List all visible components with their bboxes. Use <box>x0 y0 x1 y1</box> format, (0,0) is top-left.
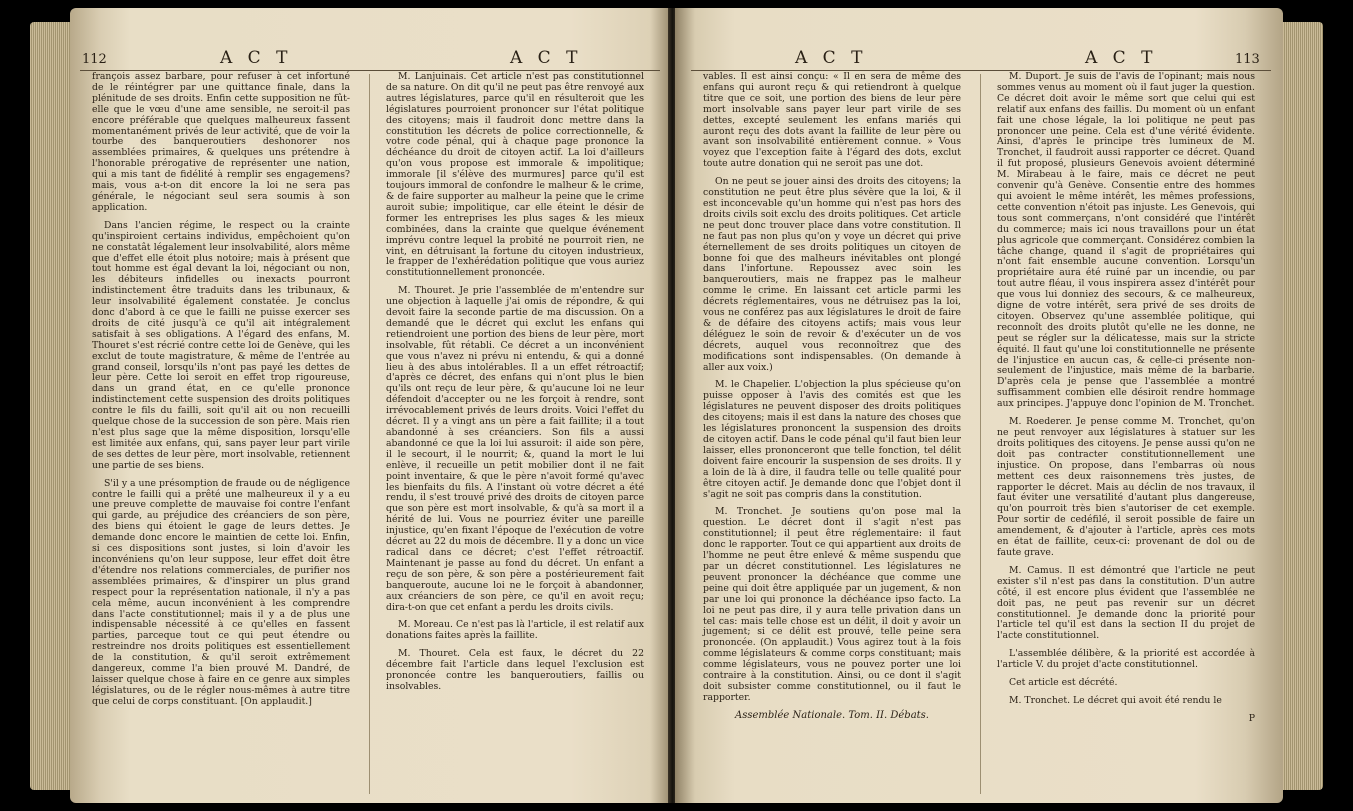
paragraph: Cet article est décrété. <box>1009 677 1118 689</box>
left-page <box>70 8 670 803</box>
text-column-2 <box>997 72 1255 725</box>
right-page-edges <box>1277 22 1323 790</box>
running-head: A C T <box>1085 48 1158 68</box>
paragraph: On ne peut se jouer ainsi des droits des citoyens; la constitution ne peut être plus sévère que la loi, & il est inconcevable qu'un homme qui n'est pas hors des droits civils soit exclu des droits politiques. Cet article ne peut donc trouver place dans votre constitution. Il ne faut pas non plus qu'on y voye un décret qui prive éternellement de ses droits politiques un citoyen de bonne foi que des malheurs inévitables ont plongé dans l'infortune. Repoussez avec soin les banqueroutiers, mais ne frappez pas le malheur comme le crime. En laissant cet article parmi les décrets réglementaires, vous ne détruisez pas la loi, vous ne conférez pas aux législatures le droit de faire & de défaire des citoyens actifs; mais vous leur déléguez le soin de revoir & d'exécuter un de vos décrets, auquel vous reconnoîtrez que des modifications sont indispensables. (On demande à aller aux voix.) <box>703 176 961 373</box>
paragraph: S'il y a une présomption de fraude ou de négligence contre le failli qui a prêté une malheureux il y a eu une preuve complette de mauvaise foi contre l'enfant qui garde, au préjudice des créanciers de son père, des biens qui étoient le gage de leurs dettes. Je demande donc encore le maintien de cette loi. Enfin, si ces dispositions sont justes, si loin d'avoir les inconvéniens qu'on leur suppose, leur effet doit être d'étendre nos relations commerciales, de purifier nos assemblées primaires, & d'inspirer un plus grand respect pour la représentation nationale, il n'y a pas cela même, aucun inconvénient à les comprendre dans l'acte constitutionnel; mais il y a de plus une indispensable nécessité à ce qu'elles en fassent parties, parceque tout ce qui peut étendre ou restreindre nos droits politiques est essentiellement de la constitution, & qu'il seroit extrêmement dangereux, comme l'a bien prouvé M. Dandré, de laisser quelque chose à faire en ce genre aux simples législatures, ou de le régler nous-mêmes à autre titre que celui de corps constituant. [On applaudit.] <box>92 477 350 707</box>
running-head: A C T <box>510 48 583 68</box>
paragraph: M. Tronchet. Le décret qui avoit été rendu le <box>1009 694 1222 706</box>
column-rule <box>369 74 370 794</box>
book-spread <box>70 8 1283 803</box>
paragraph: françois assez barbare, pour refuser à cet infortuné de le réintégrer par une quittance finale, dans la plénitude de ses droits. Enfin cette supposition ne fût-elle que le vœu d'une ame sensible, ne seroit-il pas encore préférable que quelques malheureux fassent momentanément privés de leur activité, que de voir la tourbe des banqueroutiers deshonorer nos assemblées primaires, & quelques uns prétendre à l'honorable prérogative de représenter une nation, qui a mis tant de fidélité à remplir ses engagemens? mais, vous a-t-on dit encore la loi ne sera pas générale, le négociant seul sera soumis à son application. <box>92 71 350 213</box>
text-column-1 <box>703 72 961 722</box>
paragraph: M. Moreau. Ce n'est pas là l'article, il est relatif aux donations faites après la faillite. <box>386 619 644 642</box>
paragraph: M. le Chapelier. L'objection la plus spécieuse qu'on puisse opposer à l'avis des comités est que les législatures ne peuvent disposer des droits politiques des citoyens; mais il est dans la nature des choses que les législatures prononcent la suspension des droits de citoyen actif. Dans le code pénal qu'il faut bien leur laisser, elles prononceront que telle fonction, tel délit doivent faire encourir la suspension de ses droits. Il y a loin de là à dire, il faudra telle ou telle qualité pour être citoyen actif. Je demande donc que l'objet dont il s'agit ne soit pas compris dans la constitution. <box>703 379 961 500</box>
running-head: A C T <box>220 48 293 68</box>
paragraph: M. Tronchet. Je soutiens qu'on pose mal la question. Le décret dont il s'agit n'est pas constitutionnel; il peut être réglementaire: il faut donc le rapporter. Tout ce qui appartient aux droits de l'homme ne peut être enlevé & même suspendu que par un décret constitutionnel. Les législatures ne peuvent prononcer la déchéance que comme une peine qui doit être appliquée par un jugement, & non par une loi qui prononce la déchéance ipso facto. La loi ne peut pas dire, il y aura telle privation dans un tel cas: mais telle chose est un délit, il doit y avoir un jugement; si ce délit est prouvé, telle peine sera prononcée. (On applaudit.) Vous agirez tout à la fois comme législateurs & comme corps constituant; mais comme législateurs, vous ne pouvez porter une loi contraire à la constitution. Ainsi, ou ce dont il s'agit doit subsister comme constitutionnel, ou il faut le rapporter. <box>703 506 961 703</box>
catchword: P <box>1248 712 1255 724</box>
right-page <box>675 8 1283 803</box>
paragraph: M. Lanjuinais. Cet article n'est pas constitutionnel de sa nature. On dit qu'il ne peut pas être renvoyé aux autres législatures, parce qu'il en résulteroit que les législatures pourroient prononcer sur l'état politique des citoyens; mais il faudroit donc mettre dans la constitution les décrets de police correctionnelle, & votre code pénal, qui à chaque page prononce la déchéance du droit de citoyen actif. La loi d'ailleurs qu'on vous propose est immorale & impolitique; immorale [il s'élève des murmures] parce qu'il est toujours immoral de confondre le malheur & le crime, & de faire supporter au malheur la peine que le crime auroit subie; impolitique, car elle éteint le désir de former les entreprises les plus sages & les mieux combinées, dans la crainte que quelque événement imprévu contre lequel la probité ne pourroit rien, ne vint, en détruisant la fortune du citoyen industrieux, le frapper de l'exhérédation politique que vous auriez constitutionnellement prononcée. <box>386 71 644 279</box>
text-column-2 <box>386 72 644 700</box>
text-column-1 <box>92 72 350 715</box>
paragraph: M. Roederer. Je pense comme M. Tronchet, qu'on ne peut renvoyer aux législatures à statuer sur les droits politiques des citoyens. Je pense aussi qu'on ne doit pas contracter constitutionnellement une injustice. On propose, dans l'embarras où nous mettent ces deux raisonnemens très justes, de rapporter le décret. Mais au déclin de nos travaux, il faut éviter une versatilité d'autant plus dangereuse, qu'on pourroit très bien s'autoriser de cet exemple. Pour sortir de cedéfilé, il seroit possible de faire un amendement, & d'ajouter à l'article, après ces mots en état de faillite, ceux-ci: provenant de dol ou de faute grave. <box>997 416 1255 558</box>
paragraph: M. Camus. Il est démontré que l'article ne peut exister s'il n'est pas dans la constitution. D'un autre côté, il est encore plus évident que l'assemblée ne doit pas, ne peut pas revenir sur un décret constitutionnel. Je demande donc la priorité pour l'article tel qu'il est dans la section II du projet de l'acte constitutionnel. <box>997 564 1255 642</box>
paragraph: vables. Il est ainsi conçu: « Il en sera de même des enfans qui auront reçu & qui retiendront à quelque titre que ce soit, une portion des biens de leur père mort insolvable sans payer leur part virile de ses dettes, excepté seulement les enfans mariés qui auront reçu des dots avant la faillite de leur père ou avant son insolvabilité entièrement connue. » Vous voyez que l'exception faite à l'égard des dots, exclut toute autre donation qui ne seroit pas une dot. <box>703 71 961 170</box>
signature-line: Assemblée Nationale. Tom. II. Débats. <box>735 709 929 721</box>
running-head: A C T <box>795 48 868 68</box>
page-number: 113 <box>1235 52 1260 67</box>
paragraph: M. Thouret. Cela est faux, le décret du 22 décembre fait l'article dans lequel l'exclusion est prononcée contre les banqueroutiers, faillis ou insolvables. <box>386 648 644 692</box>
page-number: 112 <box>82 52 107 67</box>
paragraph: L'assemblée délibère, & la priorité est accordée à l'article V. du projet d'acte constitutionnel. <box>997 648 1255 671</box>
column-rule <box>980 74 981 794</box>
paragraph: Dans l'ancien régime, le respect ou la crainte qu'inspiroient certains individus, empêchoient qu'on ne constatât légalement leur insolvabilité, alors même que d'effet elle étoit plus notoire; mais à présent que tout homme est égal devant la loi, négociant ou non, les débiteurs infidelles ou inexacts pourront indistinctement être traduits dans les tribunaux, & leur insolvabilité également constatée. Je conclus donc d'abord à ce que le failli ne puisse exercer ses droits de cité jusqu'à ce qu'il ait intégralement satisfait à ses obligations. A l'égard des enfans, M. Thouret s'est récrié contre cette loi de Genève, qui les exclut de toute magistrature, & même de l'entrée au grand conseil, lorsqu'ils n'ont pas payé les dettes de leur père. Cette loi seroit en effet trop rigoureuse, dans un grand état, en ce qu'elle prononce indistinctement cette suspension des droits politiques contre le fils du failli, soit qu'il ait ou non recueilli quelque chose de la succession de son père. Mais rien n'est plus sage que la même disposition, lorsqu'elle est limitée aux enfans, qui, sans payer leur part virile de ses dettes de leur père, mort insolvable, retiennent une partie de ses biens. <box>92 219 350 471</box>
paragraph: M. Thouret. Je prie l'assemblée de m'entendre sur une objection à laquelle j'ai omis de répondre, & qui devoit faire la seconde partie de ma discussion. On a demandé que le décret qui exclut les enfans qui retiendroient une portion des biens de leur père, mort insolvable, fût rétabli. Ce décret a un inconvénient que vous n'avez ni prévu ni entendu, & qui a donné lieu à des abus intolérables. Il a un effet rétroactif; d'après ce décret, des enfans qui n'ont plus le bien qu'ils ont reçu de leur père, & qu'aucune loi ne leur défendoit d'accepter ou ne les forçoit à rendre, sont irrévocablement privés de leurs droits. Voici l'effet du décret. Il y a vingt ans un père a fait faillite; il a tout abandonné à ses créanciers. Son fils a aussi abandonné ce que la loi lui assuroit: il aide son père, il le secourt, il le nourrit; &, quand la mort le lui enlève, il recueille un petit mobilier dont il ne fait point inventaire, & que le père n'avoit formé qu'avec les bienfaits du fils. A l'instant où votre décret a été rendu, il s'est trouvé privé des droits de citoyen parce que son père est mort insolvable, & qu'à sa mort il a hérité de lui. Vous ne pourriez éviter une pareille injustice, qu'en fixant l'époque de l'exécution de votre décret au 22 du mois de décembre. Il y a donc un vice radical dans ce décret; c'est l'effet rétroactif. Maintenant je passe au fond du décret. Un enfant a reçu de son père, & son père a postérieurement fait banqueroute, aucune loi ne le forçoit à abandonner, aux créanciers de son père, ce qu'il en avoit reçu; dira-t-on que cet enfant a perdu les droits civils. <box>386 285 644 613</box>
paragraph: M. Duport. Je suis de l'avis de l'opinant; mais nous sommes venus au moment où il faut juger la question. Ce décret doit avoir le même sort que celui qui est relatif aux enfans des faillis. Du moment où un enfant fait une chose légale, la loi politique ne peut pas prononcer une peine. Cela est d'une vérité évidente. Ainsi, d'après le principe très lumineux de M. Tronchet, il faudroit aussi rapporter ce décret. Quand il fut proposé, plusieurs Genevois avoient déterminé M. Mirabeau à le faire, mais ce décret ne peut convenir qu'à Genève. Consentie entre des hommes qui avoient le même intérêt, les mêmes professions, cette convention n'étoit pas injuste. Les Genevois, qui tous sont commerçans, n'ont considéré que l'intérêt du commerce; mais ici nous travaillons pour un état plus agricole que commerçant. Considérez combien la tâche change, quand il s'agit de propriétaires qui n'ont fait ensemble aucune convention. Lorsqu'un propriétaire aura été ruiné par un incendie, ou par tout autre fléau, il vous inspirera assez d'intérêt pour que vous lui donniez des secours, & ce malheureux, digne de votre intérêt, sera privé de ses droits de citoyen. Observez qu'une assemblée politique, qui reconnoît des droits plutôt qu'elle ne les donne, ne peut se régler sur la délicatesse, mais sur la stricte équité. Il faut qu'une loi constitutionnelle ne présente de l'injustice en aucun cas, & celle-ci présente non-seulement de l'injustice, mais même de la barbarie. D'après cela je pense que l'assemblée a montré suffisamment combien elle désiroit rendre hommage aux principes. J'appuye donc l'opinion de M. Tronchet. <box>997 71 1255 410</box>
